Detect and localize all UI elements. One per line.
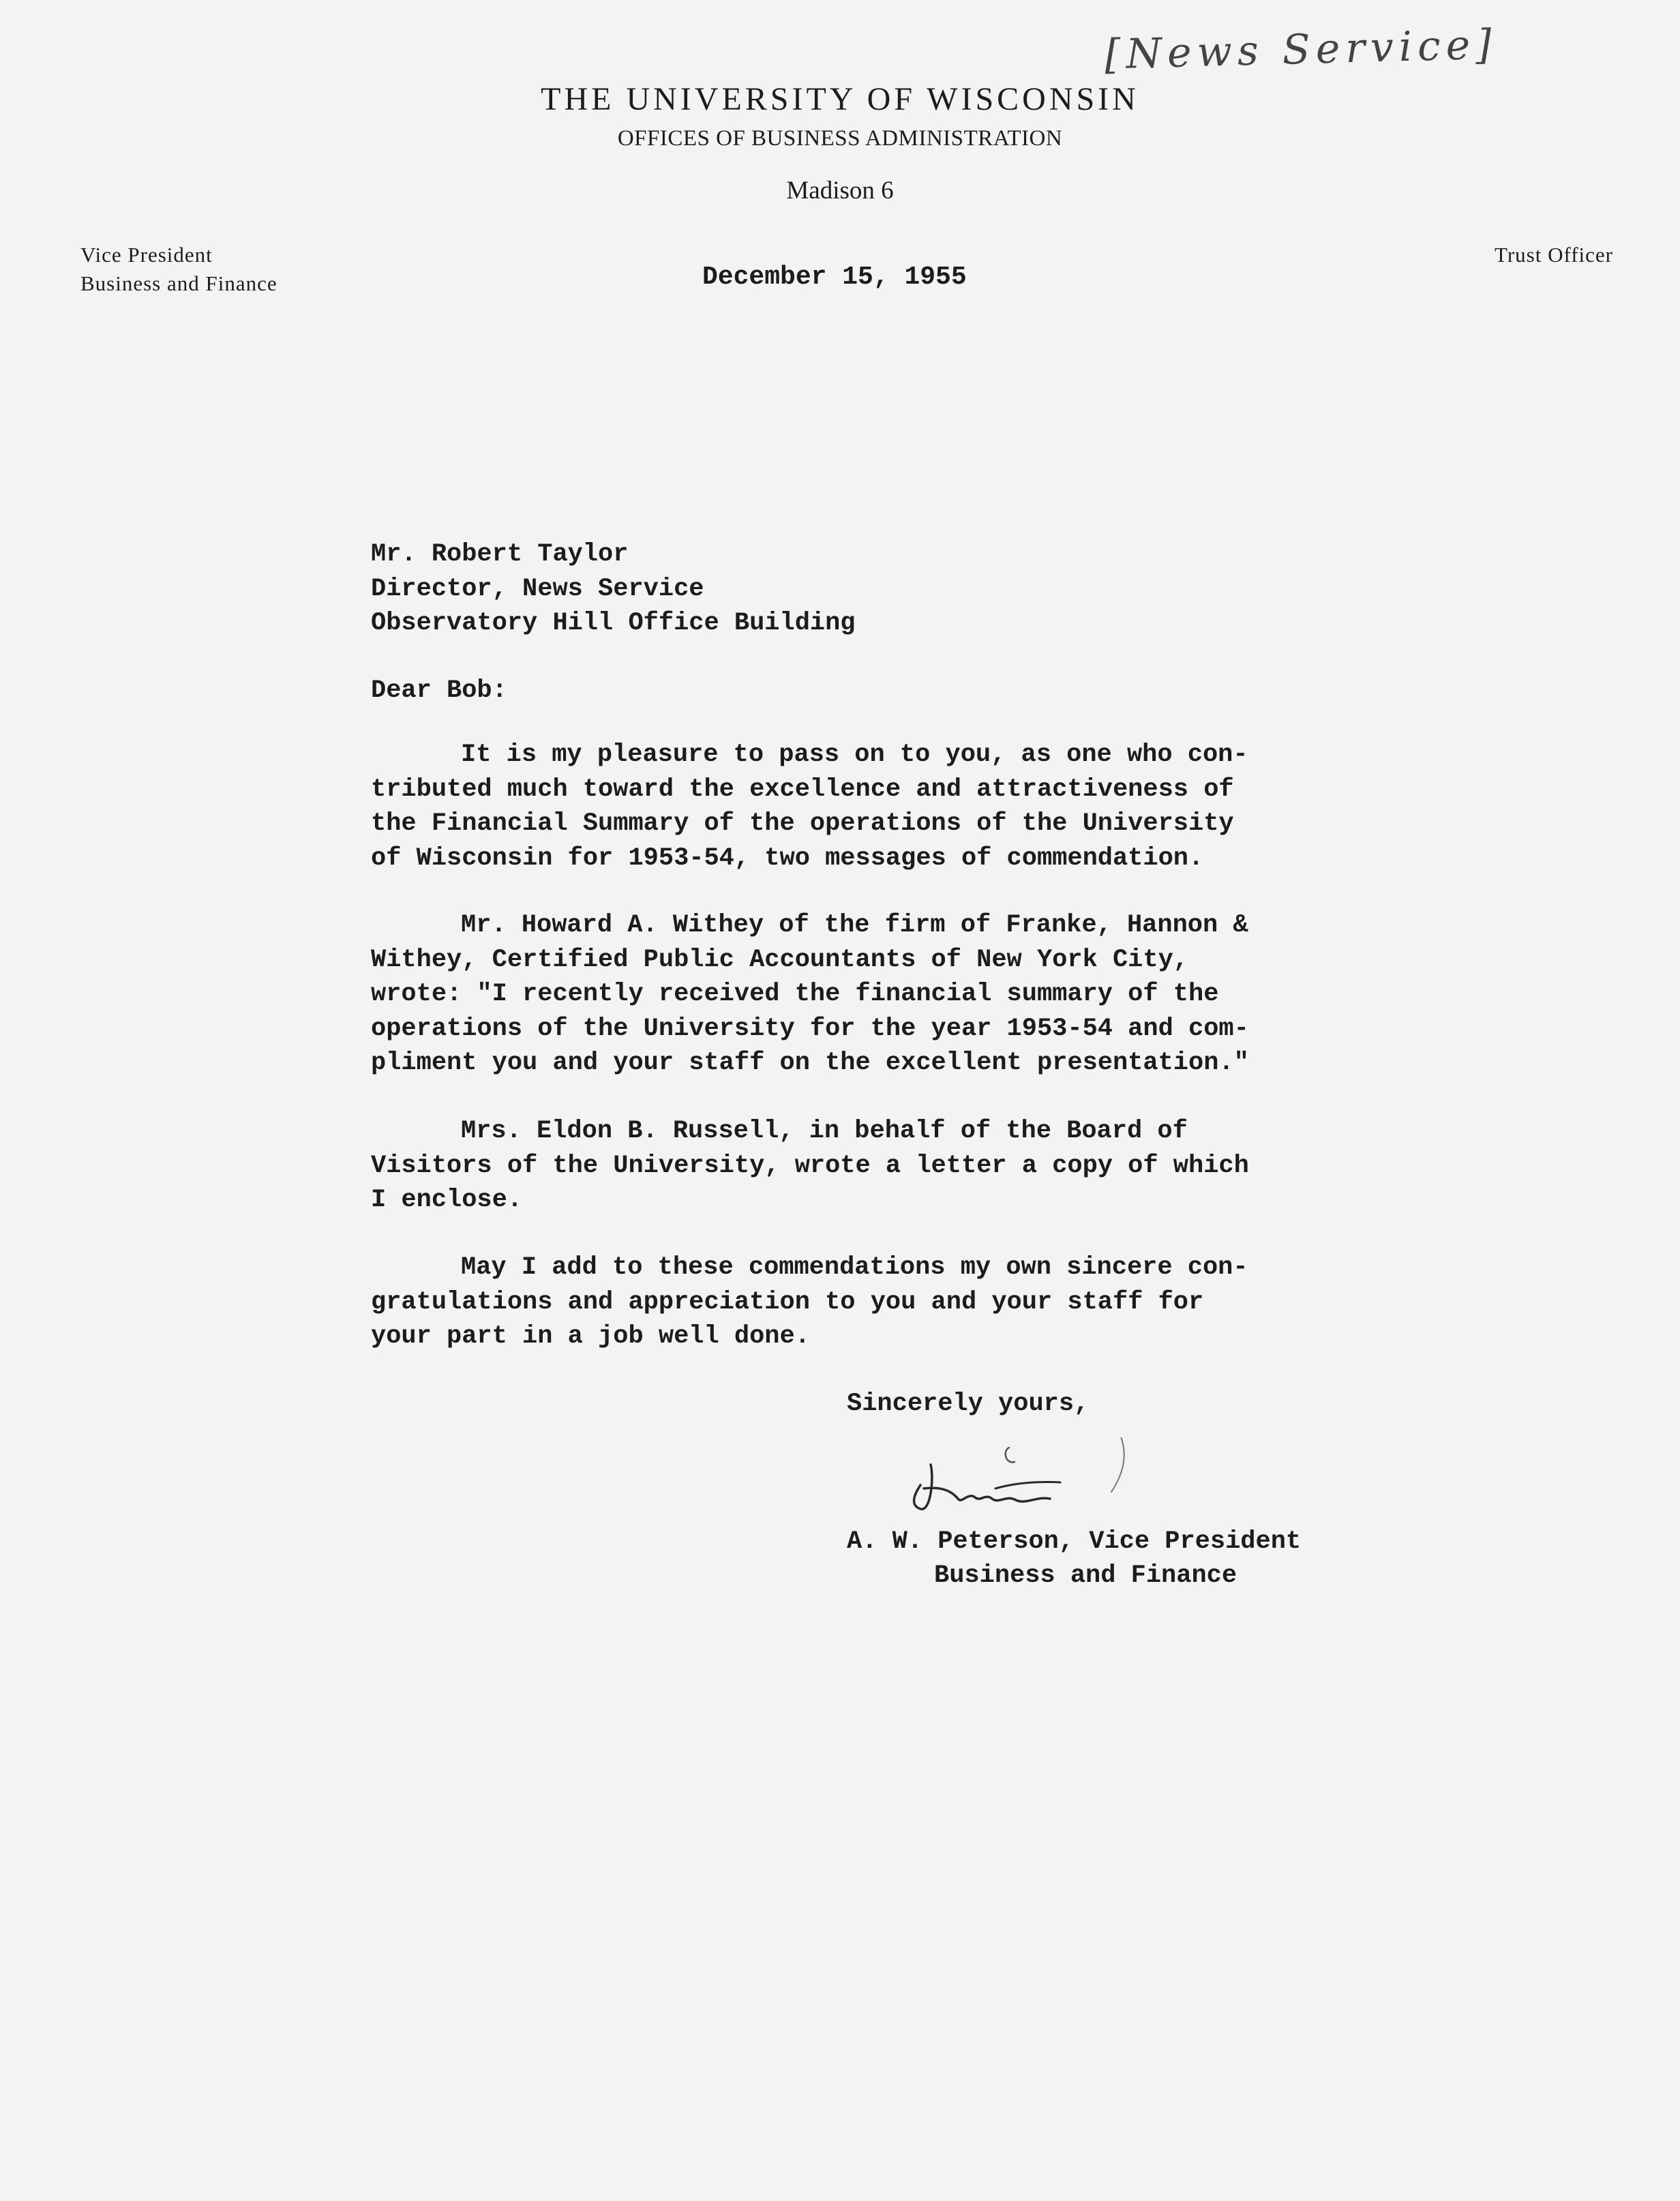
handwritten-annotation: [News Service] <box>1104 20 1498 79</box>
body-paragraph-1 <box>371 738 1366 875</box>
body-line: tributed much toward the excellence and attractiveness of <box>371 775 1234 804</box>
letterhead-city: Madison 6 <box>786 177 894 205</box>
letter-date: December 15, 1955 <box>702 263 967 292</box>
salutation: Dear Bob: <box>371 676 507 705</box>
body-line: gratulations and appreciation to you and your staff for <box>371 1287 1204 1317</box>
closing: Sincerely yours, <box>847 1390 1090 1418</box>
recipient-address: Observatory Hill Office Building <box>371 609 856 638</box>
body-line: the Financial Summary of the operations of the University <box>371 809 1234 838</box>
letterhead-left-title-line-2: Business and Finance <box>80 271 278 295</box>
signer-name: A. W. Peterson, Vice President <box>847 1527 1302 1556</box>
body-paragraph-4 <box>371 1251 1366 1354</box>
body-line: Mrs. Eldon B. Russell, in behalf of the Board of <box>461 1117 1188 1146</box>
letterhead-left-title-line-1: Vice President <box>80 243 213 267</box>
letterhead-right-title: Trust Officer <box>1494 243 1613 267</box>
body-line: pliment you and your staff on the excellent presentation." <box>371 1049 1249 1077</box>
signer-title: Business and Finance <box>934 1561 1238 1590</box>
letterhead-university-name: THE UNIVERSITY OF WISCONSIN <box>541 81 1139 117</box>
letterhead-offices: OFFICES OF BUSINESS ADMINISTRATION <box>617 126 1063 151</box>
body-paragraph-3 <box>371 1114 1366 1218</box>
recipient-name: Mr. Robert Taylor <box>371 540 629 569</box>
body-line: It is my pleasure to pass on to you, as one who con- <box>461 740 1248 769</box>
body-line: Mr. Howard A. Withey of the firm of Franke, Hannon & <box>461 911 1248 940</box>
recipient-title: Director, News Service <box>371 574 704 603</box>
handwritten-signature <box>893 1437 1152 1519</box>
body-paragraph-2 <box>371 908 1366 1081</box>
body-line: May I add to these commendations my own sincere con- <box>461 1253 1248 1282</box>
body-line: of Wisconsin for 1953-54, two messages of commendation. <box>371 843 1204 873</box>
body-line: I enclose. <box>371 1186 523 1214</box>
body-line: wrote: "I recently received the financial summary of the <box>371 980 1219 1008</box>
body-line: your part in a job well done. <box>371 1322 810 1351</box>
body-line: Visitors of the University, wrote a letter a copy of which <box>371 1151 1249 1180</box>
recipient-address-block <box>371 537 856 641</box>
body-line: Withey, Certified Public Accountants of New York City, <box>371 945 1188 974</box>
body-line: operations of the University for the year 1953-54 and com- <box>371 1014 1249 1043</box>
